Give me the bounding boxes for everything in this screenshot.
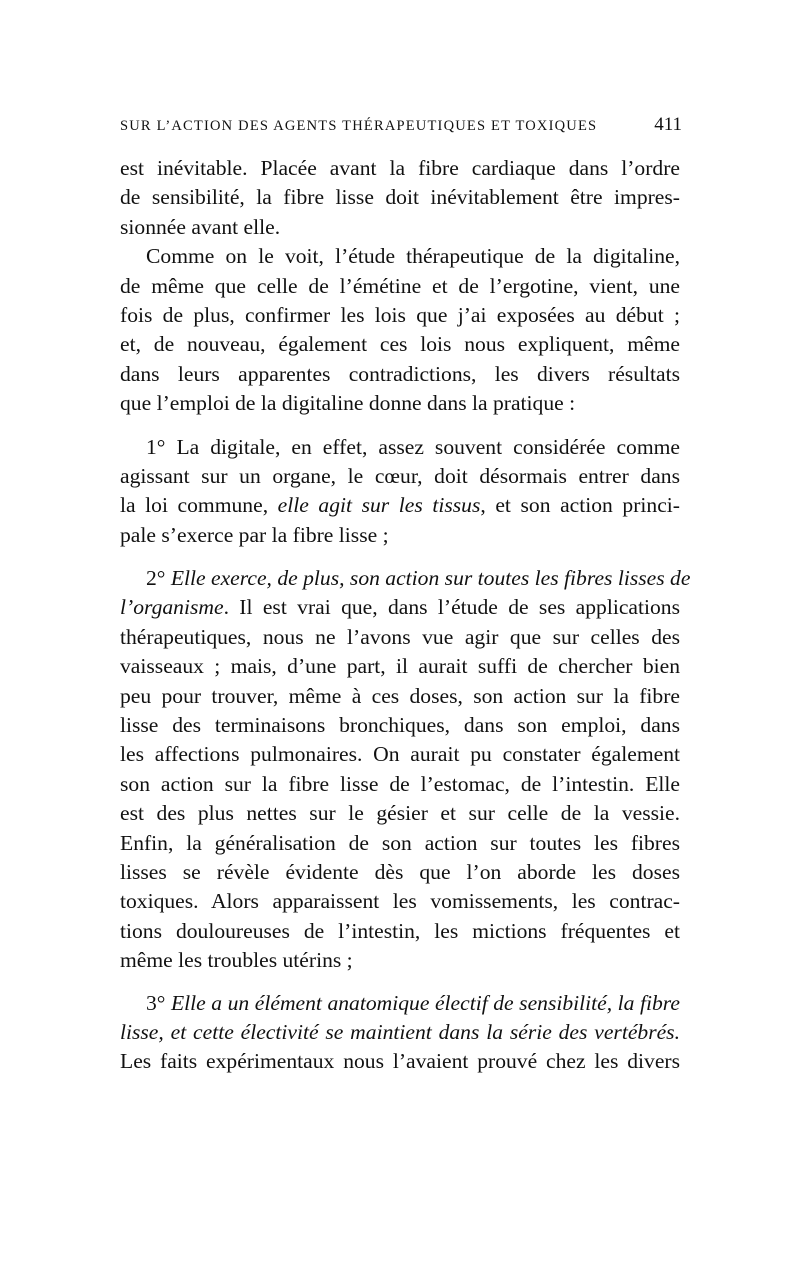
text-run: . Il est vrai que, dans l’étude de ses applications	[223, 595, 680, 620]
text-line: Comme on le voit, l’étude thérapeutique de la digitaline,	[146, 244, 680, 269]
italic-run: Elle a un élément anatomique électif de sensibilité, la fibre	[170, 990, 680, 1015]
text-line: son action sur la fibre lisse de l’estomac, de l’intestin. Elle	[120, 771, 680, 796]
text-run: 2°	[146, 566, 171, 591]
page-number: 411	[654, 114, 682, 135]
text-line: et, de nouveau, également ces lois nous expliquent, même	[120, 332, 680, 357]
text-line: de sensibilité, la fibre lisse doit inévitablement être impres-	[120, 185, 680, 210]
text-line: est inévitable. Placée avant la fibre cardiaque dans l’ordre	[120, 156, 680, 180]
text-line: les affections pulmonaires. On aurait pu constater également	[120, 742, 680, 767]
text-run: 3°	[146, 990, 171, 1015]
text-run: la loi commune,	[120, 493, 278, 518]
text-line: Les faits expérimentaux nous l’avaient prouvé chez les divers	[120, 1049, 680, 1074]
italic-run: elle agit sur les tissus	[277, 493, 481, 518]
text-line: sionnée avant elle.	[120, 214, 281, 239]
text-line: de même que celle de l’émétine et de l’ergotine, vient, une	[120, 273, 680, 298]
text-line: vaisseaux ; mais, d’une part, il aurait suffi de chercher bien	[120, 654, 680, 679]
text-line: 1° La digitale, en effet, assez souvent considérée comme	[146, 434, 680, 459]
paragraph-spacer	[120, 550, 680, 564]
italic-run: Elle exerce, de plus, son action sur toutes les fibres lisses de	[170, 566, 691, 591]
paragraph-3	[120, 433, 680, 551]
text-line: agissant sur un organe, le cœur, doit désormais entrer dans	[120, 463, 680, 488]
text-line: dans leurs apparentes contradictions, les divers résultats	[120, 361, 680, 386]
text-line: peu pour trouver, même à ces doses, son action sur la fibre	[120, 683, 680, 708]
paragraph-spacer	[120, 419, 680, 433]
paragraph-1	[120, 154, 680, 242]
italic-run: l’organisme	[120, 595, 224, 620]
paragraph-4	[120, 564, 691, 975]
text-line: thérapeutiques, nous ne l’avons vue agir que sur celles des	[120, 624, 680, 649]
paragraph-2	[120, 242, 680, 418]
running-title: SUR L’ACTION DES AGENTS THÉRAPEUTIQUES ET TOXIQUES	[120, 118, 598, 134]
text-line	[120, 491, 680, 520]
text-line: est des plus nettes sur le gésier et sur celle de la vessie.	[120, 801, 680, 826]
page-body	[120, 154, 691, 1077]
text-line: que l’emploi de la digitaline donne dans la pratique :	[120, 391, 576, 416]
text-line: lisse des terminaisons bronchiques, dans son emploi, dans	[120, 713, 680, 738]
text-line	[120, 1018, 680, 1047]
text-line: fois de plus, confirmer les lois que j’ai exposées au début ;	[120, 302, 680, 327]
text-line	[120, 593, 680, 622]
text-line: tions douloureuses de l’intestin, les mictions fréquentes et	[120, 918, 680, 943]
italic-run: lisse, et cette électivité se maintient dans la série des vertébrés.	[120, 1019, 680, 1044]
text-line	[120, 564, 691, 593]
paragraph-5	[120, 989, 680, 1077]
text-line: même les troubles utérins ;	[120, 948, 353, 973]
text-line	[120, 989, 680, 1018]
text-line: Enfin, la généralisation de son action sur toutes les fibres	[120, 830, 680, 855]
text-run: , et son action princi-	[480, 493, 680, 518]
paragraph-spacer	[120, 976, 680, 989]
text-line: toxiques. Alors apparaissent les vomissements, les contrac-	[120, 889, 680, 914]
text-line: lisses se révèle évidente dès que l’on aborde les doses	[120, 859, 680, 884]
text-line: pale s’exerce par la fibre lisse ;	[120, 522, 389, 547]
running-header	[120, 114, 682, 136]
